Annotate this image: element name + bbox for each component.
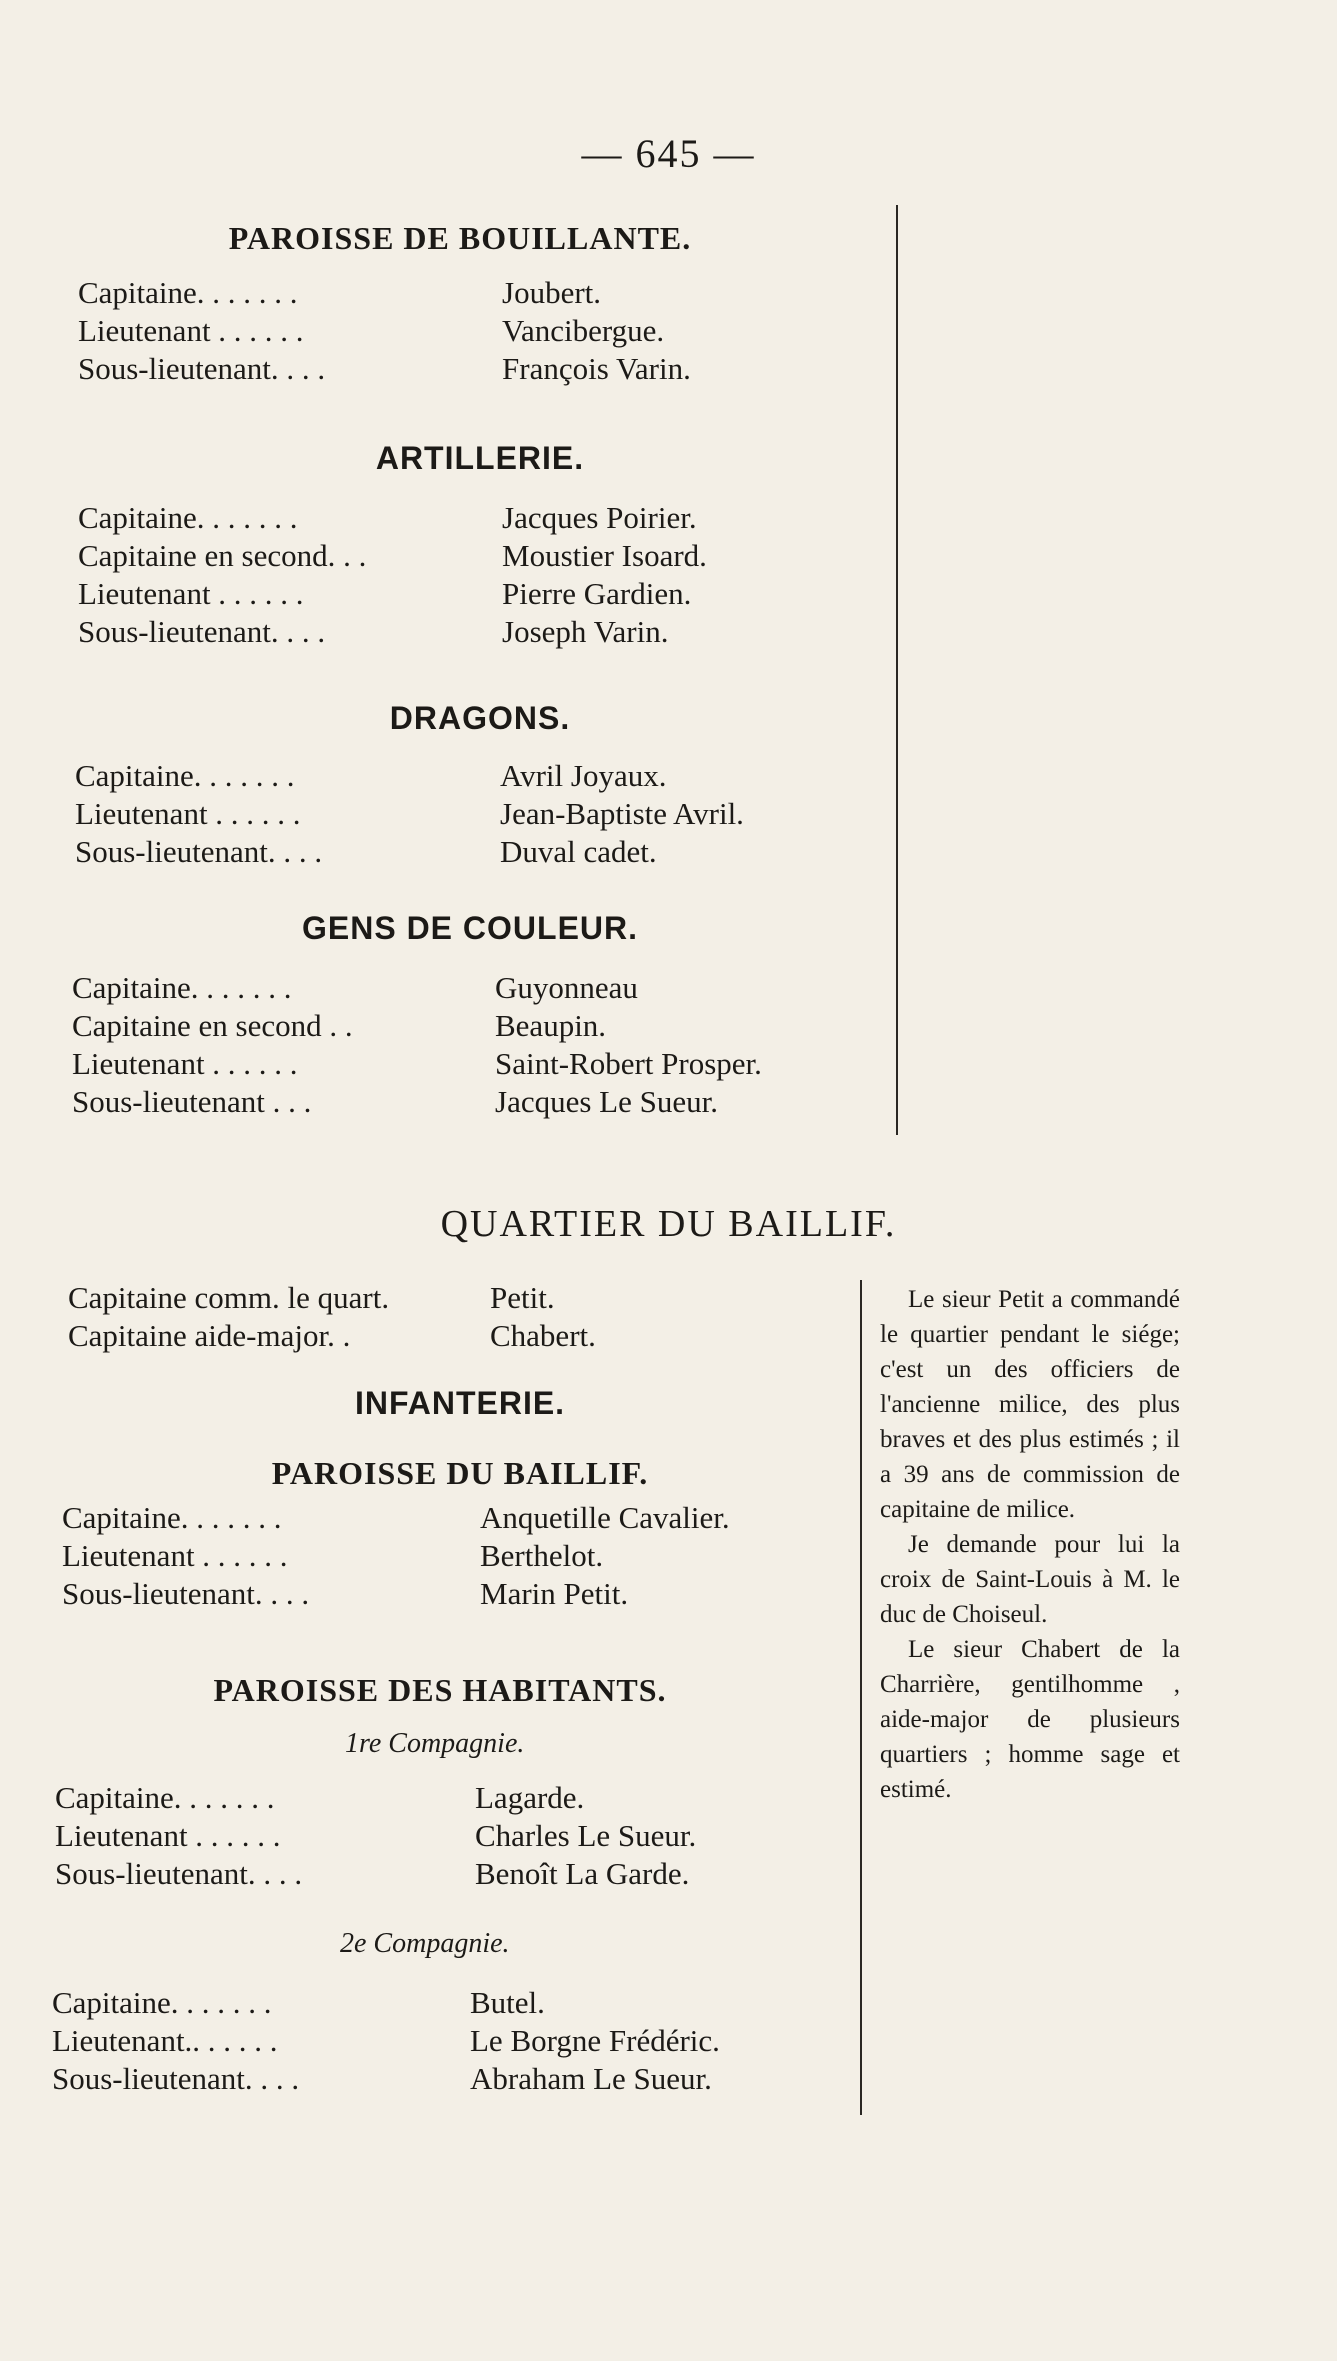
- officer-name: Berthelot.: [480, 1538, 604, 1573]
- rank-label: Capitaine. . . . . . .: [52, 1985, 272, 2020]
- officer-name: Abraham Le Sueur.: [470, 2061, 712, 2096]
- dragons-row: [75, 758, 667, 794]
- officer-name: Lagarde.: [475, 1780, 585, 1815]
- artillerie-row: [78, 614, 669, 650]
- company2-row: [52, 1985, 545, 2021]
- bouillante-row: [78, 313, 665, 349]
- gens-row: [72, 1046, 762, 1082]
- officer-name: Le Borgne Frédéric.: [470, 2023, 720, 2058]
- company2-row: [52, 2023, 720, 2059]
- officer-name: Petit.: [490, 1280, 555, 1315]
- rank-label: Capitaine en second . .: [72, 1008, 353, 1043]
- officer-name: Butel.: [470, 1985, 545, 2020]
- rank-label: Sous-lieutenant. . . .: [62, 1576, 310, 1611]
- company1-row: [55, 1818, 697, 1854]
- officer-name: Jean-Baptiste Avril.: [500, 796, 744, 831]
- company-1-label: 1re Compagnie.: [345, 1728, 525, 1759]
- company1-row: [55, 1856, 690, 1892]
- page-number: — 645 —: [581, 131, 756, 176]
- rank-label: Sous-lieutenant. . . .: [52, 2061, 300, 2096]
- note-paragraph-1: Le sieur Petit a commandé le quartier pendant le siége; c'est un des officiers de l'ancienne milice, des plus braves et des plus estimés ; il a 39 ans de commission de capitaine de milice.: [880, 1286, 1180, 1523]
- artillerie-row: [78, 576, 692, 612]
- officer-name: Saint-Robert Prosper.: [495, 1046, 762, 1081]
- rank-label: Capitaine. . . . . . .: [62, 1500, 282, 1535]
- column-rule-bottom: [860, 1280, 862, 2115]
- quartier-heading: QUARTIER DU BAILLIF.: [440, 1203, 897, 1245]
- rank-label: Lieutenant . . . . . .: [78, 576, 304, 611]
- quartier-row: [68, 1318, 596, 1354]
- bouillante-row: [78, 351, 691, 387]
- margin-note: [880, 1282, 1180, 1807]
- rank-label: Capitaine. . . . . . .: [75, 758, 295, 793]
- rank-label: Capitaine. . . . . . .: [55, 1780, 275, 1815]
- infanterie-row: [62, 1576, 629, 1612]
- gens-row: [72, 1084, 718, 1120]
- rank-label: Lieutenant . . . . . .: [62, 1538, 288, 1573]
- section-heading-gens-de-couleur: GENS DE COULEUR.: [301, 910, 639, 946]
- officer-name: Joseph Varin.: [502, 614, 669, 649]
- quartier-row: [68, 1280, 555, 1316]
- rank-label: Capitaine. . . . . . .: [78, 275, 298, 310]
- officer-name: Marin Petit.: [480, 1576, 629, 1611]
- rank-label: Sous-lieutenant. . . .: [78, 614, 326, 649]
- officer-name: Guyonneau: [495, 970, 638, 1005]
- section-heading-dragons: DRAGONS.: [389, 700, 571, 736]
- officer-name: Pierre Gardien.: [502, 576, 692, 611]
- company2-row: [52, 2061, 712, 2097]
- rank-label: Capitaine. . . . . . .: [78, 500, 298, 535]
- rank-label: Lieutenant . . . . . .: [78, 313, 304, 348]
- officer-name: Moustier Isoard.: [502, 538, 707, 573]
- rank-label: Lieutenant . . . . . .: [75, 796, 301, 831]
- gens-row: [72, 970, 638, 1006]
- rank-label: Lieutenant.. . . . . .: [52, 2023, 278, 2058]
- officer-name: Vancibergue.: [502, 313, 665, 348]
- officer-name: Charles Le Sueur.: [475, 1818, 697, 1853]
- rank-label: Capitaine comm. le quart.: [68, 1280, 390, 1315]
- rank-label: Capitaine. . . . . . .: [72, 970, 292, 1005]
- rank-label: Lieutenant . . . . . .: [72, 1046, 298, 1081]
- officer-name: Duval cadet.: [500, 834, 657, 869]
- officer-name: Jacques Poirier.: [502, 500, 697, 535]
- officer-name: Beaupin.: [495, 1008, 607, 1043]
- officer-name: François Varin.: [502, 351, 691, 386]
- artillerie-row: [78, 500, 697, 536]
- note-paragraph-2: Je demande pour lui la croix de Saint-Louis à M. le duc de Choiseul.: [880, 1531, 1180, 1628]
- infanterie-row: [62, 1538, 604, 1574]
- company1-row: [55, 1780, 585, 1816]
- officer-name: Anquetille Cavalier.: [480, 1500, 730, 1535]
- rank-label: Sous-lieutenant. . . .: [55, 1856, 303, 1891]
- gens-row: [72, 1008, 607, 1044]
- officer-name: Avril Joyaux.: [500, 758, 667, 793]
- dragons-row: [75, 796, 744, 832]
- company-2-label: 2e Compagnie.: [340, 1928, 510, 1959]
- rank-label: Lieutenant . . . . . .: [55, 1818, 281, 1853]
- section-heading-infanterie: INFANTERIE.: [354, 1385, 566, 1421]
- note-paragraph-3: Le sieur Chabert de la Charrière, gentilhomme , aide-major de plusieurs quartiers ; homme sage et estimé.: [880, 1636, 1180, 1803]
- officer-name: Joubert.: [502, 275, 602, 310]
- column-rule-top: [896, 205, 898, 1135]
- officer-name: Benoît La Garde.: [475, 1856, 690, 1891]
- rank-label: Sous-lieutenant . . .: [72, 1084, 312, 1119]
- subheading-paroisse-habitants: PAROISSE DES HABITANTS.: [213, 1672, 667, 1708]
- rank-label: Sous-lieutenant. . . .: [75, 834, 323, 869]
- bouillante-row: [78, 275, 602, 311]
- section-heading-artillerie: ARTILLERIE.: [375, 440, 585, 476]
- rank-label: Capitaine aide-major. .: [68, 1318, 351, 1353]
- officer-name: Jacques Le Sueur.: [495, 1084, 718, 1119]
- infanterie-row: [62, 1500, 730, 1536]
- officer-name: Chabert.: [490, 1318, 596, 1353]
- artillerie-row: [78, 538, 707, 574]
- section-heading-bouillante: PAROISSE DE BOUILLANTE.: [228, 220, 692, 256]
- dragons-row: [75, 834, 657, 870]
- rank-label: Capitaine en second. . .: [78, 538, 367, 573]
- subheading-paroisse-baillif: PAROISSE DU BAILLIF.: [271, 1455, 649, 1491]
- rank-label: Sous-lieutenant. . . .: [78, 351, 326, 386]
